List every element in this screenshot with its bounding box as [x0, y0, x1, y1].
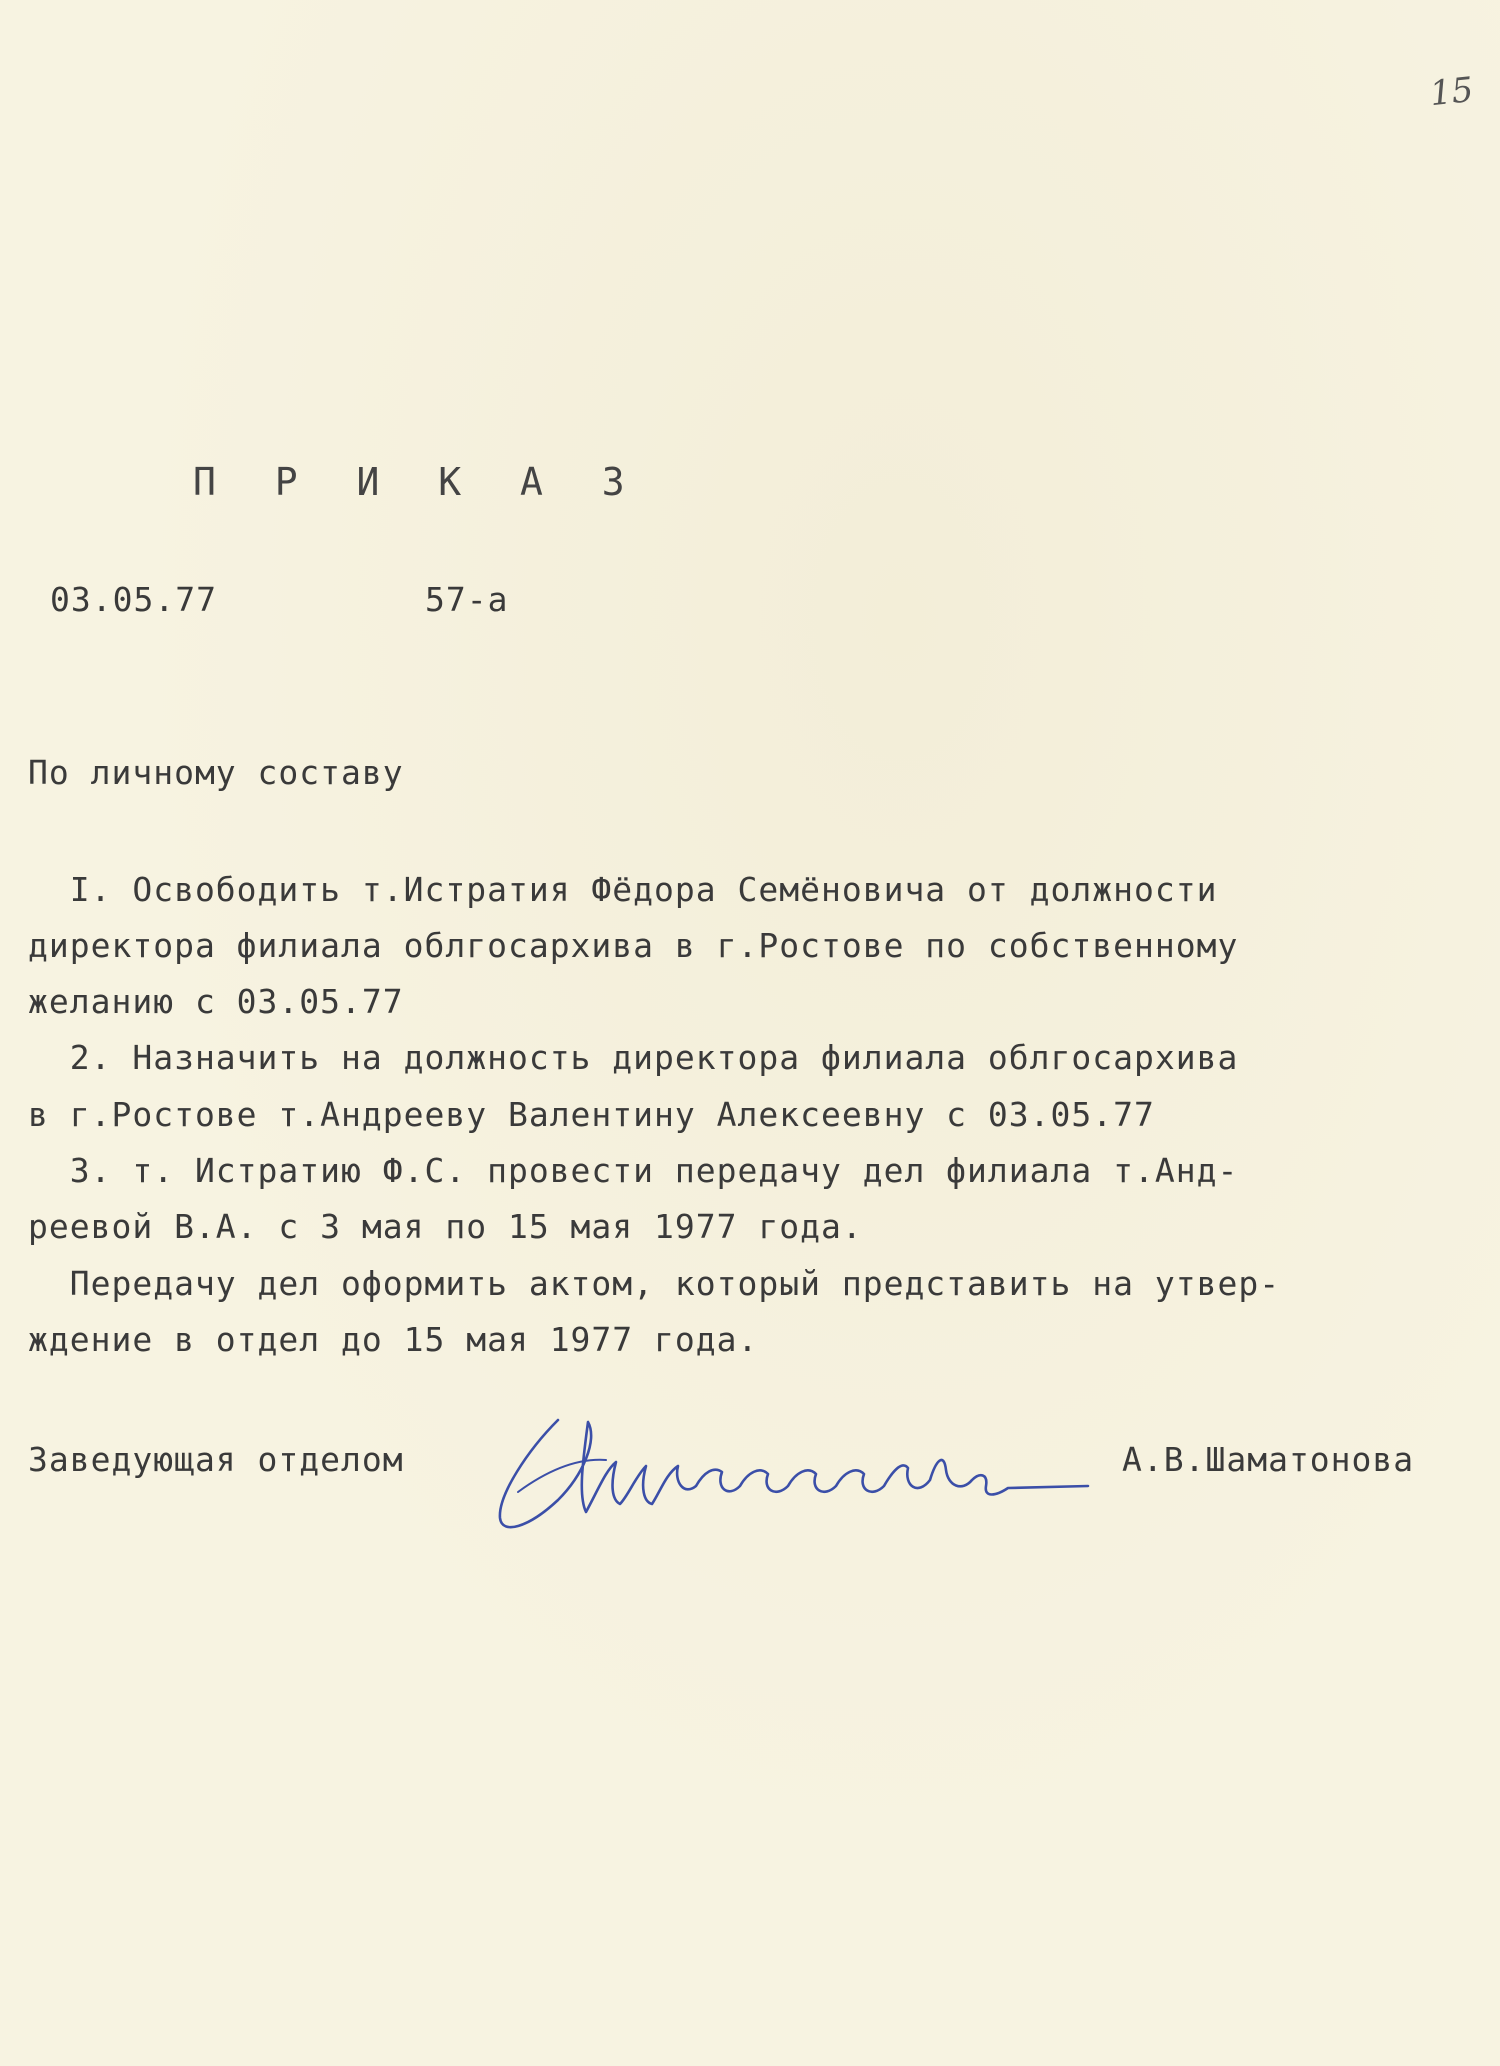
body-line: Передачу дел оформить актом, который представить на утвер- [28, 1264, 1281, 1303]
page-number: 15 [1428, 69, 1476, 115]
signatory-position: Заведующая отделом [28, 1440, 404, 1479]
body-line: желанию с 03.05.77 [28, 982, 404, 1021]
body-line: 3. т. Истратию Ф.С. провести передачу дел филиала т.Анд- [28, 1151, 1239, 1190]
body-line: директора филиала облгосархива в г.Ростове по собственному [28, 926, 1239, 965]
body-line: 2. Назначить на должность директора филиала облгосархива [28, 1038, 1239, 1077]
document-title: П Р И К А З [193, 460, 643, 504]
body-line: I. Освободить т.Истратия Фёдора Семёновича от должности [28, 870, 1218, 909]
order-date: 03.05.77 [50, 580, 217, 619]
body-line: ждение в отдел до 15 мая 1977 года. [28, 1320, 759, 1359]
handwritten-signature [488, 1400, 1108, 1540]
order-number: 57-а [425, 580, 509, 619]
body-line: в г.Ростове т.Андрееву Валентину Алексеевну с 03.05.77 [28, 1095, 1155, 1134]
signatory-name: А.В.Шаматонова [1122, 1440, 1415, 1479]
body-line: реевой В.А. с 3 мая по 15 мая 1977 года. [28, 1207, 863, 1246]
order-subject: По личному составу [28, 753, 404, 792]
